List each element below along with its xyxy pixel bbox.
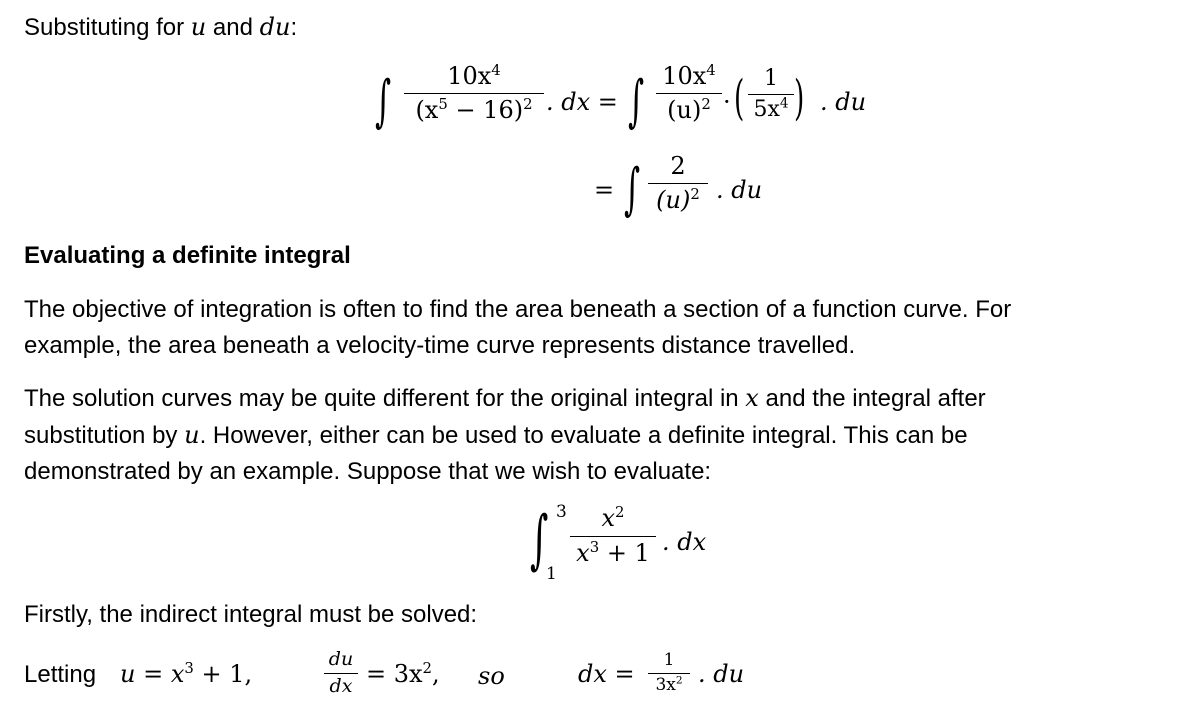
paragraph-1-line-1: The objective of integration is often to find the area beneath a section of a function curve. For bbox=[24, 296, 1012, 323]
paragraph-2-line-2: substitution by u. However, either can be used to evaluate a definite integral. This can be bbox=[24, 421, 968, 449]
firstly-line: Firstly, the indirect integral must be solved: bbox=[24, 601, 478, 628]
definite-tail: . dx bbox=[662, 528, 707, 556]
eq1-rhs-numerator: $10x^4$ bbox=[662, 60, 716, 90]
left-paren: ( bbox=[734, 70, 745, 126]
eq2-tail: . du bbox=[716, 176, 763, 204]
fraction-bar bbox=[324, 673, 358, 674]
eq2-numerator: 2 bbox=[670, 152, 686, 180]
paragraph-1 bbox=[24, 292, 1164, 364]
dx-denominator: dx bbox=[329, 675, 353, 697]
eq1-lhs-denominator: $(x^5 - 16)^2$ bbox=[415, 94, 533, 124]
eq1-lhs-tail: . dx = bbox=[546, 88, 618, 116]
definite-denominator: $x^3 + 1$ bbox=[576, 537, 650, 567]
paragraph-2-line-1: The solution curves may be quite different for the original integral in x and the integral after bbox=[24, 384, 986, 412]
eq2-equals: = bbox=[594, 176, 615, 204]
var-x: x bbox=[745, 384, 759, 412]
intro-suffix: : bbox=[290, 14, 298, 41]
paragraph-1-line-2: example, the area beneath a velocity-time curve represents distance travelled. bbox=[24, 332, 856, 359]
var-u: u bbox=[184, 421, 200, 449]
upper-limit: 3 bbox=[556, 502, 567, 522]
dx-fraction-numerator: 1 bbox=[663, 650, 675, 670]
letting-label: Letting bbox=[24, 661, 97, 688]
integral-sign-4: ∫ bbox=[530, 503, 549, 577]
integral-sign-1: ∫ bbox=[375, 69, 392, 134]
dx-fraction bbox=[648, 650, 690, 695]
eq1-rhs-denominator: $(u)^2$ bbox=[667, 94, 711, 124]
eq1-dot: · bbox=[723, 88, 731, 116]
eq2-fraction bbox=[648, 152, 708, 214]
paragraph-2 bbox=[24, 380, 1164, 490]
fraction-bar bbox=[570, 536, 656, 537]
var-u: u bbox=[190, 13, 207, 41]
letting-expression: $u = x^3 + 1$, bbox=[120, 658, 253, 688]
lower-limit: 1 bbox=[546, 564, 557, 584]
intro-prefix: Substituting for bbox=[24, 14, 191, 41]
so-word: so bbox=[478, 662, 505, 690]
eq1-rhs-fraction bbox=[656, 62, 722, 124]
definite-numerator: $x^2$ bbox=[601, 502, 625, 532]
var-du: du bbox=[259, 13, 291, 41]
eq2-denominator: $(u)^2$ bbox=[656, 184, 700, 214]
fraction-bar bbox=[656, 93, 722, 94]
eq1-inner-numerator: 1 bbox=[764, 66, 778, 91]
eq1-inner-fraction bbox=[748, 66, 794, 122]
intro-mid: and bbox=[206, 14, 260, 41]
du-dx-fraction bbox=[324, 648, 358, 697]
dx-lhs: dx = bbox=[578, 660, 635, 688]
definite-fraction bbox=[570, 504, 656, 567]
intro-line bbox=[24, 12, 297, 43]
fraction-bar bbox=[648, 673, 690, 674]
eq1-lhs-numerator: $10x^4$ bbox=[447, 60, 501, 90]
eq1-rhs-tail: . du bbox=[820, 88, 867, 116]
integral-sign-3: ∫ bbox=[624, 157, 641, 222]
du-numerator: du bbox=[328, 648, 354, 670]
derivative-result: = $3x^2$, bbox=[366, 658, 440, 688]
right-paren: ) bbox=[794, 70, 805, 126]
eq1-inner-denominator: $5x^4$ bbox=[753, 95, 789, 122]
dx-tail: . du bbox=[698, 660, 745, 688]
integral-sign-2: ∫ bbox=[628, 69, 645, 134]
paragraph-2-line-3: demonstrated by an example. Suppose that we wish to evaluate: bbox=[24, 458, 712, 485]
eq1-lhs-fraction bbox=[404, 62, 544, 124]
dx-fraction-denominator: $3x^2$ bbox=[655, 674, 683, 695]
section-heading: Evaluating a definite integral bbox=[24, 242, 351, 269]
